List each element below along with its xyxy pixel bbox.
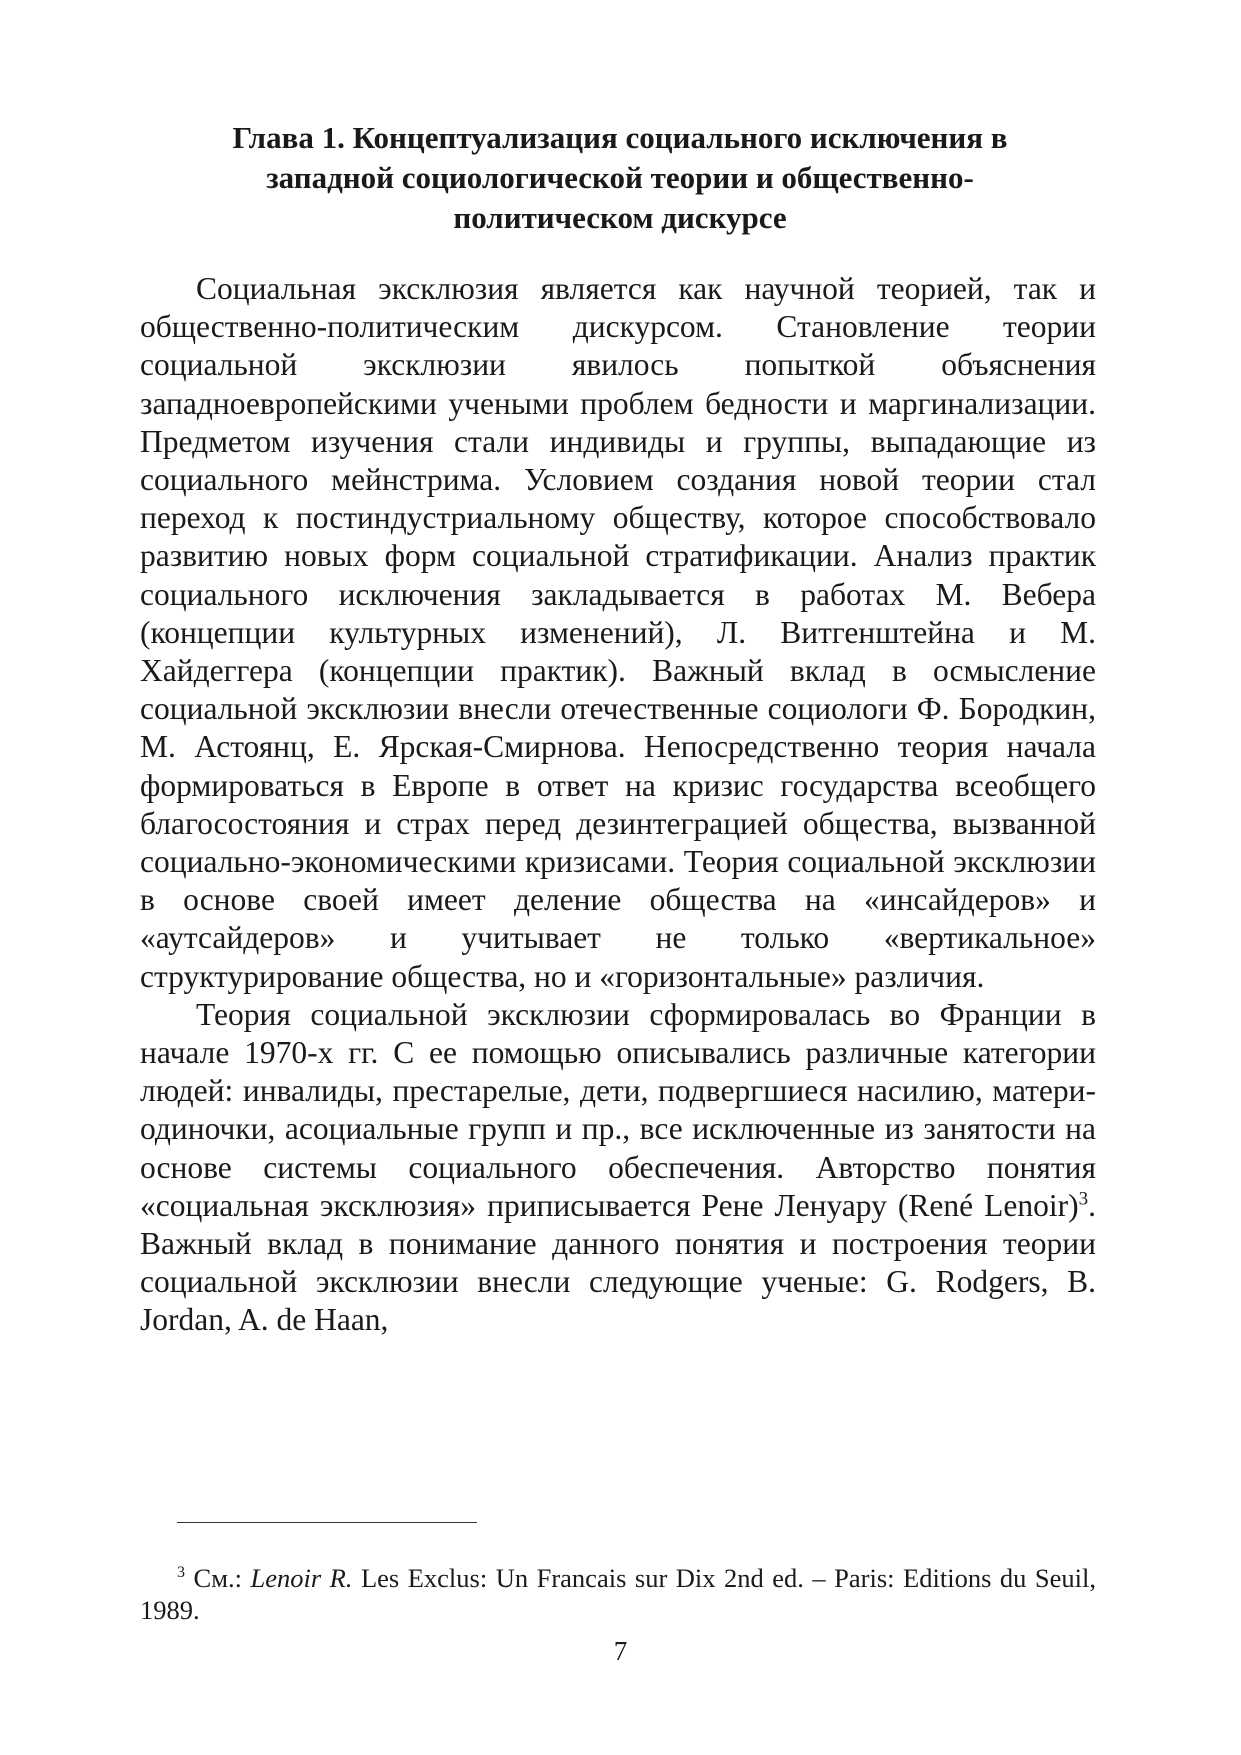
chapter-title-line-2: западной социологической теории и общественно- <box>266 160 974 195</box>
footnote <box>140 1562 1096 1626</box>
paragraph-2-text-after-ref: . Важный вклад в понимание данного понятия и построения теории социальной эксклюзии внесли следующие ученые: G. Rodgers, B. Jordan, A. de Haan, <box>140 1187 1096 1338</box>
footnote-prefix: См.: <box>193 1563 251 1593</box>
chapter-title-line-1: Глава 1. Концептуализация социального исключения в <box>232 120 1008 155</box>
footnote-reference[interactable]: 3 <box>1078 1188 1089 1210</box>
chapter-title-line-3: политическом дискурсе <box>453 200 787 235</box>
chapter-title <box>140 118 1100 238</box>
paragraph-1: Социальная эксклюзия является как научной теорией, так и общественно-политическим дискурсом. Становление теории социальной эксклюзии явилось попыткой объяснения западноевропейскими учеными проблем бедности и маргинализации. Предметом изучения стали индивиды и группы, выпадающие из социального мейнстрима. Условием создания новой теории стал переход к постиндустриальному обществу, которое способствовало развитию новых форм социальной стратификации. Анализ практик социального исключения закладывается в работах М. Вебера (концепции культурных изменений), Л. Витгенштейна и М. Хайдеггера (концепции практик). Важный вклад в осмысление социальной эксклюзии внесли отечественные социологи Ф. Бородкин, М. Астоянц, Е. Ярская-Смирнова. Непосредственно теория начала формироваться в Европе в ответ на кризис государства всеобщего благосостояния и страх перед дезинтеграцией общества, вызванной социально-экономическими кризисами. Теория социальной эксклюзии в основе своей имеет деление общества на «инсайдеров» и «аутсайдеров» и учитывает не только «вертикальное» структурирование общества, но и «горизонтальные» различия. <box>140 271 1096 994</box>
paragraph-2 <box>140 996 1096 1340</box>
footnote-author: Lenoir R. <box>250 1563 353 1593</box>
footnote-separator <box>177 1522 477 1523</box>
footnote-text: Les Exclus: Un Francais sur Dix 2nd ed. – Paris: Editions du Seuil, 1989. <box>140 1563 1096 1625</box>
page-number: 7 <box>613 1636 628 1666</box>
paragraph-2-text-before-ref: Теория социальной эксклюзии сформировалась во Франции в начале 1970-х гг. С ее помощью описывались различные категории людей: инвалиды, престарелые, дети, подвергшиеся насилию, матери-одиночки, асоциальные групп и пр., все исключенные из занятости на основе системы социального обеспечения. Авторство понятия «социальная эксклюзия» приписывается Рене Ленуару (René Lenoir) <box>140 996 1096 1223</box>
body-text <box>140 270 1096 1340</box>
footnote-number: 3 <box>177 1564 185 1582</box>
